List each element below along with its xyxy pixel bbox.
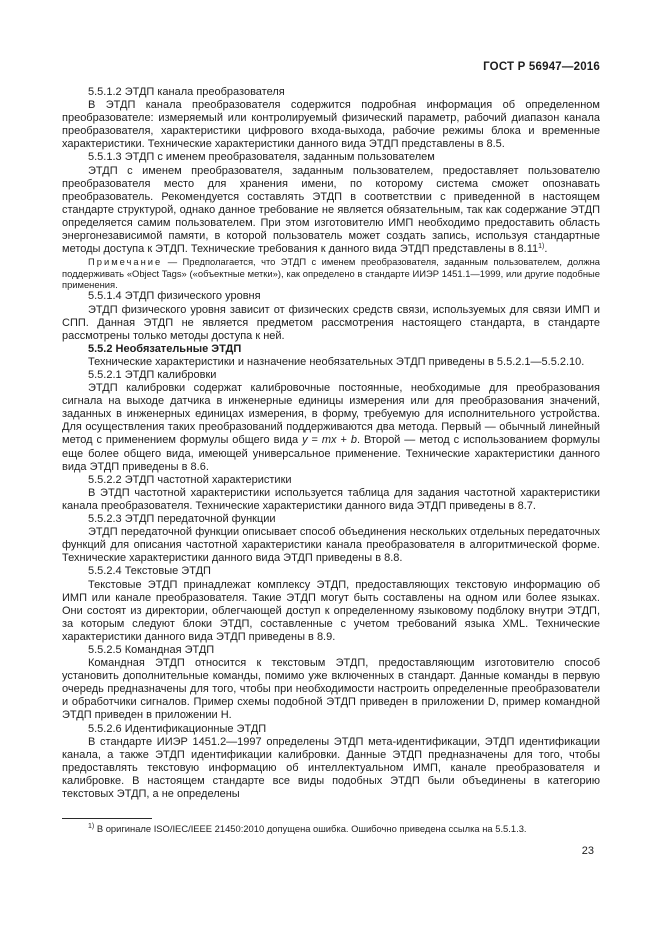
- document-body: [62, 86, 600, 801]
- page-number: 23: [581, 845, 594, 857]
- footnote-block: [62, 818, 600, 834]
- clause-5-5-1-3-heading: 5.5.1.3 ЭТДП с именем преобразователя, заданным пользователем: [88, 151, 435, 164]
- clause-5-5-1-3-paragraph: [62, 165, 600, 257]
- clause-5-5-2-5-heading: 5.5.2.5 Командная ЭТДП: [88, 643, 215, 656]
- paragraph-text-tail: .: [544, 243, 548, 256]
- standard-code-header: ГОСТ Р 56947—2016: [483, 61, 600, 73]
- clause-5-5-2-3-heading: 5.5.2.3 ЭТДП передаточной функции: [88, 513, 276, 526]
- footnote-mark: 1): [88, 823, 95, 830]
- clause-5-5-2-4-heading: 5.5.2.4 Текстовые ЭТДП: [88, 565, 211, 578]
- footnote-divider: [62, 818, 152, 819]
- clause-5-5-1-4-paragraph: ЭТДП физического уровня зависит от физических средств связи, используемых для связи ИМП и СПП. Данная ЭТДП не является предметом рассмотрения настоящего стандарта, в стандарте рассмотрены только методы доступа к ней.: [62, 303, 600, 342]
- clause-5-5-2-6-heading: 5.5.2.6 Идентификационные ЭТДП: [88, 722, 267, 735]
- clause-5-5-2-1-paragraph: [62, 382, 600, 474]
- paragraph-text: ЭТДП с именем преобразователя, заданным пользователем, предоставляет пользователю преобразователя место для хранения имени, по которому система сможет опознавать преобразователь. Рекомендуется составлять ЭТДП в соответствии с приведенной в настоящем стандарте структурой, однако данное требование не является обязательным, так как содержание ЭТДП определяется самим пользователем. При этом изготовителю ИМП необходимо предоставить область энергонезависимой памяти, в которой пользователь может создать запись, используя стандартные методы доступа к ЭТДП. Технические требования к данного вида ЭТДП представлены в 8.11: [62, 164, 600, 256]
- clause-5-5-2-2-paragraph: В ЭТДП частотной характеристики используется таблица для задания частотной характеристики канала преобразователя. Технические характеристики данного вида ЭТДП приведены в 8.7.: [62, 486, 600, 512]
- clause-5-5-2-paragraph: Технические характеристики и назначение необязательных ЭТДП приведены в 5.5.2.1—5.5.2.10.: [88, 355, 585, 368]
- note-paragraph: [62, 256, 600, 290]
- footnote-text: В оригинале ISO/IEC/IEEE 21450:2010 допущена ошибка. Ошибочно приведена ссылка на 5.5.1.3.: [96, 823, 527, 834]
- formula-variable-y: y: [302, 434, 308, 447]
- paragraph-text: ЭТДП калибровки содержат калибровочные постоянные, необходимые для преобразования сигнала на выходе датчика в инженерные единицы измерения или для преобразования значений, заданных в инженерных единицах измерения, в форму, требуемую для исполнительного устройства. Для осуществления таких преобразований поддерживаются два метода. Первый — обычный линейный метод с применением формулы общего вида: [62, 382, 600, 447]
- clause-5-5-2-1-heading: 5.5.2.1 ЭТДП калибровки: [88, 369, 217, 381]
- formula-plus: +: [336, 434, 351, 447]
- clause-5-5-2-5-paragraph: Командная ЭТДП относится к текстовым ЭТДП, предоставляющим изготовителю способ установить дополнительные команды, помимо уже включенных в стандарт. Данные команды в первую очередь предназначены для того, чтобы при необходимости настроить определенные преобразователи и обработчики сигналов. Пример схемы подобной ЭТДП приведен в приложении D, пример командной ЭТДП приведен в приложении H.: [62, 657, 600, 722]
- clause-5-5-2-2-heading: 5.5.2.2 ЭТДП частотной характеристики: [88, 473, 292, 486]
- clause-5-5-2-6-paragraph: В стандарте ИИЭР 1451.2—1997 определены ЭТДП мета-идентификации, ЭТДП идентификации канала, а также ЭТДП идентификации калибровки. Данные ЭТДП предназначены для того, чтобы предоставлять текстовую информацию об интеллектуальном ИМП, канале преобразователя и калибровке. В настоящем стандарте все виды подобных ЭТДП были объединены в категорию текстовых ЭТДП, а не определены: [62, 735, 600, 800]
- footnote-reference-mark: 1): [538, 243, 545, 251]
- clause-5-5-2-heading: 5.5.2 Необязательные ЭТДП: [88, 342, 242, 355]
- clause-5-5-2-4-paragraph: Текстовые ЭТДП принадлежат комплексу ЭТДП, предоставляющих текстовую информацию об ИМП или канале преобразователя. Такие ЭТДП могут быть составлены на одном или более языках. Они состоят из директории, облегчающей доступ к определенному языковому подблоку внутри ЭТДП, за которым следуют блоки ЭТДП, составленные с учетом требований языка XML. Технические характеристики данного вида ЭТДП приведены в 8.9.: [62, 578, 600, 643]
- formula-equals: =: [307, 434, 322, 447]
- note-label: Примечание: [88, 256, 163, 268]
- clause-5-5-1-2-heading: 5.5.1.2 ЭТДП канала преобразователя: [88, 86, 285, 98]
- note-dash: —: [162, 256, 183, 268]
- footnote-text-line: [62, 823, 600, 834]
- clause-5-5-2-3-paragraph: ЭТДП передаточной функции описывает способ объединения нескольких отдельных передаточных функций для описания частотной характеристики канала преобразователя в алгоритмической форме. Технические характеристики данного вида ЭТДП приведены в 8.8.: [62, 526, 600, 565]
- paragraph-text-tail: . Второй — метод с использованием формулы еще более общего вида, имеющей универсальное применение. Технические характеристики данного вида ЭТДП приведены в 8.6.: [62, 434, 600, 473]
- clause-5-5-1-4-heading: 5.5.1.4 ЭТДП физического уровня: [88, 290, 261, 303]
- clause-5-5-1-2-paragraph: В ЭТДП канала преобразователя содержится подробная информация об определенном преобразователе: измеряемый или контролируемый физический параметр, рабочий диапазон канала преобразователя, характеристики цифрового входа-выхода, рабочие режимы блока и временные характеристики. Технические характеристики данного вида ЭТДП представлены в 8.5.: [62, 99, 600, 151]
- formula-variable-b: b: [350, 434, 357, 447]
- formula-variable-mx: mx: [321, 434, 337, 447]
- note-text: Предполагается, что ЭТДП с именем преобразователя, заданным пользователем, должна поддерживать «Object Tags» («объектные метки»), как определено в стандарте ИИЭР 1451.1—1999, или другие подобные применения.: [62, 256, 600, 291]
